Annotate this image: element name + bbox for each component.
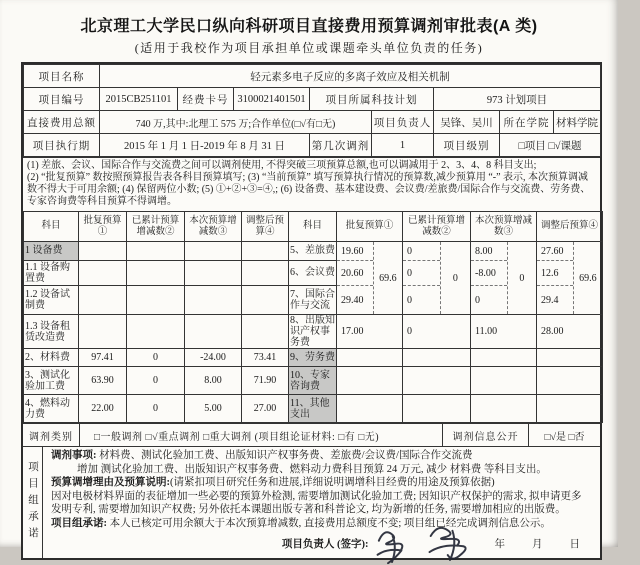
cell: -24.00 [185,349,242,367]
cell: 27.00 [242,395,289,423]
form-title: 北京理工大学民口纵向科研项目直接费用预算调剂审批表(A 类) [80,18,538,35]
cell: 12.6 [537,261,573,286]
total-label: 直接费用总额 [24,111,100,134]
period-label: 项目执行期 [24,134,100,157]
adjust-category-row [23,423,600,446]
subject-label: 10、专家咨询费 [289,367,337,395]
project-name-value: 轻元素多电子反应的多离子效应及相关机制 [100,65,601,88]
subject-label: 1.3 设备租赁改造费 [24,315,79,349]
cell: -8.00 [471,261,507,286]
table-row [24,367,603,395]
cell [79,260,127,285]
cell: 0 [127,367,185,395]
school-value: 材料学院 [554,111,601,134]
cell: 63.90 [79,367,127,395]
form-notes [23,157,600,211]
cell [242,285,289,314]
level-checkboxes: □项目 □√课题 [500,134,601,157]
adjust-category-checkboxes: □一般调剂 □√重点调剂 □重大调剂 (项目组论证材料: □有 □无) [79,424,442,446]
budget-table [23,211,603,423]
table-row [24,88,601,111]
cell: 8.00 [185,367,242,395]
adjust-info-public-checkboxes: □√是 □否 [528,424,600,446]
period-value: 2015 年 1 月 1 日-2019 年 8 月 31 日 [100,134,310,157]
table-row [24,65,601,88]
adjust-items-lead: 调剂事项: [51,450,97,461]
col-header: 批复预算① [79,212,127,242]
cell [79,285,127,314]
cell: 19.60 [337,242,373,261]
commitment-side-label [23,447,43,558]
cell [337,367,403,395]
subject-label: 5、差旅费 [289,242,337,261]
reason-heading-text: (请紧扣项目研究任务和进展,详细说明调增科目经费的用途及预算依据) [170,477,495,488]
cell: 27.60 [537,242,573,261]
date-placeholder: 年 月 日 [494,539,582,551]
commitment-side-label-text: 项目组承诺 [27,461,38,544]
merged-cell-adjusted [537,242,603,315]
cell [403,367,471,395]
subject-label: 3、测试化验加工费 [24,367,79,395]
commitment-section [23,446,600,558]
cell [242,260,289,285]
subject-label: 4、燃料动力费 [24,395,79,423]
cell [127,315,185,349]
note-line: (2) “批复预算” 数按照预算报告表各科目预算填写; (3) “当前预算” 填写预算执行情况的预算数,减少预算用 “-” 表示, 本次预算调减数不得大于可用余额; (4) 保留两位小数; (5) ①+②+③=④,; (6) 设备费、基本建设费、会议费/差旅费/国际合作与交流费、劳务费、专家咨询费等科目预算不得调增。 [27,172,591,207]
cell [403,349,471,367]
approval-form [21,62,602,560]
table-row [24,134,601,157]
adjust-times-value: 1 [372,134,434,157]
cell [337,395,403,423]
leader-value: 吴锋、吴川 [434,111,500,134]
subject-label: 9、劳务费 [289,349,337,367]
cell [185,242,242,261]
commitment-content [43,447,600,558]
subject-label: 8、出版知识产权事务费 [290,315,335,348]
cell [537,395,603,423]
col-header: 本次预算增减数③ [185,212,242,242]
cell [185,315,242,349]
merged-cell-current [471,242,537,315]
col-header: 科目 [289,212,337,242]
adjust-items-line [51,449,592,463]
cell [127,285,185,314]
cell [79,315,127,349]
signature-row [51,530,592,560]
group-total: 69.6 [573,242,602,314]
fund-card-value: 3100021401501 [234,88,310,111]
subject-label: 6、会议费 [289,260,337,285]
cell [471,367,537,395]
reason-body-line: 因对电极材料界面的表征增加一些必要的预算外检测, 需要增加测试化验加工费; 因知识产权保护的需求, 拟申请更多发明专利, 需要增加知识产权费; 另外依托本课题出版专著和科普论文, 均为新增的任务, 需要增加相应的出版费。 [51,490,582,515]
subject-label: 11、其他支出 [289,395,337,423]
reason-heading-lead: 预算调增理由及预算说明: [51,477,170,488]
adjust-times-label: 第几次调剂 [310,134,372,157]
cell: 97.41 [79,349,127,367]
cell: 5.00 [185,395,242,423]
subject-label: 1 设备费 [24,242,79,261]
cell [537,349,603,367]
subject-label: 7、国际合作与交流 [289,285,337,314]
cell: 0 [403,315,471,349]
cell: 29.40 [341,294,364,306]
commitment-text: 本人已核定可用余额大于本次预算增减数, 直接费用总额度不变; 项目组已经完成调剂信息公示。 [107,517,551,529]
project-info-table [23,64,601,157]
cell [403,395,471,423]
cell: 8.00 [471,242,507,261]
table-row [24,111,601,134]
cell: 0 [127,395,185,423]
cell: 17.00 [337,315,403,349]
cell: 0 [127,349,185,367]
cell [185,260,242,285]
commitment-line [51,517,592,531]
col-header: 批复预算① [337,212,403,242]
adjust-category-label: 调剂类别 [29,431,73,443]
table-row [24,349,603,367]
table-row [24,315,603,349]
col-header: 已累计预算增减数② [127,212,185,242]
cell [471,395,537,423]
reason-heading-line [51,476,592,490]
cell [242,315,289,349]
group-total: 0 [440,242,470,314]
signature-handwriting [370,519,490,565]
col-header: 已累计预算增减数② [403,212,471,242]
group-total: 0 [507,242,536,314]
col-header: 调整后预算④ [242,212,289,242]
subject-label: 2、材料费 [24,349,79,367]
cell [242,242,289,261]
table-row [24,242,603,261]
total-value: 740 万,其中:北理工 575 万;合作单位(□√有□无) [100,111,372,134]
form-subtitle: (适用于我校作为项目承担单位或课题牵头单位负责的任务) [134,41,484,55]
cell [127,260,185,285]
group-total: 69.6 [373,242,402,314]
fund-card-label: 经费卡号 [178,88,234,111]
col-header: 调整后预算④ [537,212,603,242]
cell [185,285,242,314]
project-name-label: 项目名称 [24,65,100,88]
program-value: 973 计划项目 [434,88,601,111]
subject-label: 1.2 设备试制费 [24,285,79,314]
cell: 0 [475,294,480,306]
cell: 73.41 [242,349,289,367]
program-label: 项目所属科技计划 [310,88,434,111]
table-row [24,395,603,423]
cell: 0 [403,261,440,286]
cell: 29.4 [541,294,559,306]
cell: 11.00 [471,315,537,349]
cell: 28.00 [537,315,603,349]
cell [471,349,537,367]
commitment-lead: 项目组承诺: [51,517,107,529]
merged-cell-accumulated [403,242,471,315]
cell: 0 [407,294,412,306]
budget-header-row [24,212,603,242]
leader-label: 项目负责人 [372,111,434,134]
cell: 71.90 [242,367,289,395]
school-label: 所在学院 [500,111,554,134]
signature-label: 项目负责人 (签字): [281,539,369,551]
note-line: (1) 差旅、会议、国际合作与交流费之间可以调剂使用, 不得突破三项预算总额,也可以调减用于 2、3、4、8 科目支出; [27,160,537,171]
project-no-value: 2015CB251101 [100,88,178,111]
adjust-info-public-label: 调剂信息公开 [442,424,528,446]
col-header: 科目 [24,212,79,242]
level-label: 项目级别 [434,134,500,157]
adjust-summary-line: 增加 测试化验加工费、出版知识产权事务费、燃料动力费科目预算 24 万元, 减少 材料费 等科目支出。 [77,463,547,475]
project-no-label: 项目编号 [24,88,100,111]
cell: 20.60 [337,261,373,286]
cell [127,242,185,261]
merged-cell-batch [337,242,403,315]
cell: 22.00 [79,395,127,423]
subject-label: 1.1 设备购置费 [24,260,79,285]
adjust-items-text: 材料费、测试化验加工费、出版知识产权事务费、差旅费/会议费/国际合作交流费 [96,450,473,461]
cell [537,367,603,395]
cell [337,349,403,367]
col-header: 本次预算增减数③ [471,212,537,242]
cell: 0 [403,242,440,261]
cell [79,242,127,261]
